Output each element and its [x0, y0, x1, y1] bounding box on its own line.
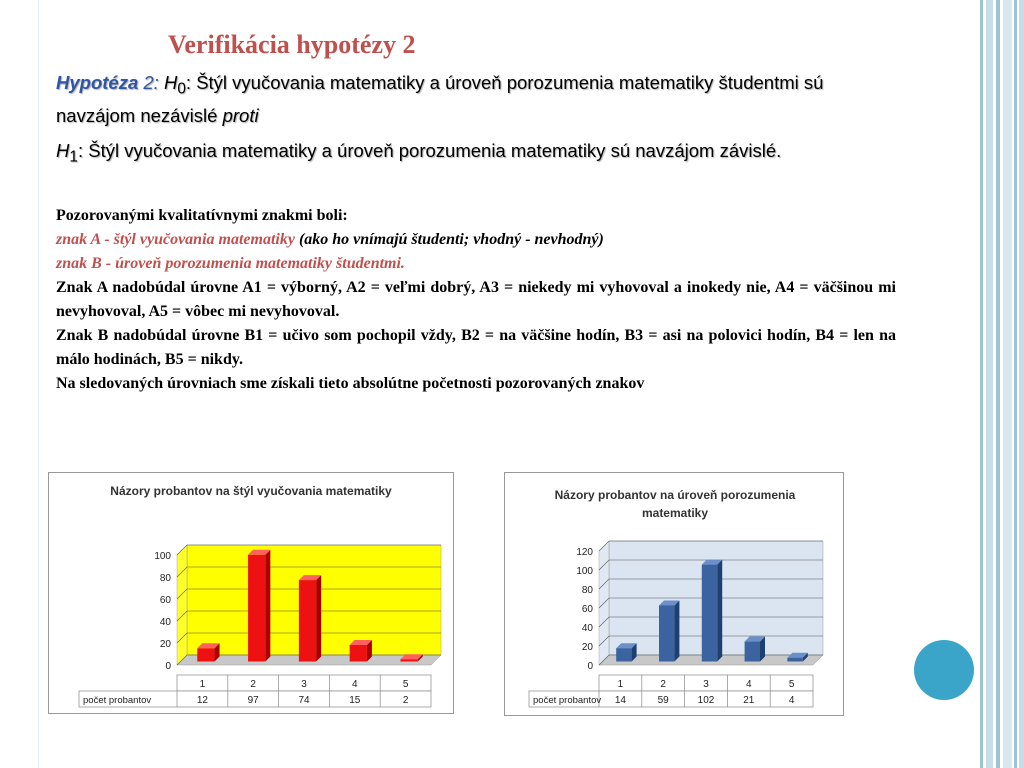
levels-b: Znak B nadobúdal úrovne B1 = učivo som pochopil vždy, B2 = na väčšine hodín, B3 = asi na polovici hodín, B4 = len na málo hodinách, B5 = nikdy. — [56, 327, 896, 368]
bar-side — [316, 575, 321, 661]
category-label: 2 — [250, 679, 256, 690]
hypothesis-label: Hypotéza — [56, 72, 139, 93]
y-tick-label: 0 — [165, 661, 171, 672]
y-tick-label: 100 — [154, 551, 171, 562]
znak-a-line: znak A - štýl vyučovania matematiky (ako ho vnímajú študenti; vhodný - nevhodný) — [56, 231, 604, 248]
chart-title-line: Názory probantov na štýl vyučovania matematiky — [110, 484, 392, 498]
value-label: 74 — [298, 695, 310, 706]
value-label: 97 — [247, 695, 259, 706]
bar — [299, 580, 316, 661]
chart-understanding-level-svg — [505, 473, 843, 715]
bar — [787, 658, 802, 662]
table-row-label: počet probantov — [533, 695, 602, 706]
hypothesis-h1: $H_1$: Štýl vyučovania matematiky a úroveň porozumenia matematiky sú navzájom závislé. — [56, 140, 782, 166]
h1-text: : Štýl vyučovania matematiky a úroveň porozumenia matematiky sú navzájom závislé. — [77, 140, 782, 161]
value-label: 2 — [402, 695, 409, 706]
category-label: 2 — [660, 679, 666, 690]
category-label: 1 — [617, 679, 624, 690]
category-label: 3 — [703, 679, 709, 690]
y-tick-label: 80 — [159, 573, 171, 584]
y-tick-label: 40 — [581, 623, 593, 634]
bar — [350, 645, 367, 662]
y-tick-label: 60 — [581, 604, 593, 615]
y-tick-label: 20 — [581, 642, 593, 653]
bar — [400, 659, 417, 661]
bar-side — [674, 600, 679, 661]
decorative-stripes — [974, 0, 1024, 768]
category-label: 5 — [788, 679, 795, 690]
chart-understanding-level — [504, 472, 844, 716]
closing-line: Na sledovaných úrovniach sme získali tieto absolútne početnosti pozorovaných znakov — [56, 375, 645, 392]
intro-line: Pozorovanými kvalitatívnymi znakmi boli: — [56, 207, 348, 224]
proti-word: proti — [222, 104, 259, 126]
bar — [745, 642, 760, 662]
bar-side — [717, 560, 722, 662]
chart-teaching-style — [48, 472, 454, 714]
chart-teaching-style-svg — [49, 473, 453, 713]
bar — [659, 605, 674, 661]
category-label: 5 — [402, 679, 409, 690]
levels-a: Znak A nadobúdal úrovne A1 = výborný, A2 = veľmi dobrý, A3 = niekedy mi vyhovoval a inokedy nie, A4 = väčšinou mi nevyhovoval, A5 = vôbec mi nevyhovoval. — [56, 279, 896, 320]
body-text — [56, 204, 896, 396]
bar — [616, 648, 631, 661]
value-label: 4 — [788, 695, 795, 706]
y-tick-label: 40 — [159, 617, 171, 628]
bar — [702, 565, 717, 662]
category-label: 3 — [301, 679, 307, 690]
value-label: 59 — [657, 695, 669, 706]
bar — [197, 648, 214, 661]
table-row-label: počet probantov — [83, 695, 152, 706]
bar-side — [265, 550, 270, 662]
h0-text: Štýl vyučovania matematiky a úroveň porozumenia matematiky študentmi sú navzájom nezávislé — [56, 72, 824, 126]
category-label: 4 — [352, 679, 358, 690]
znak-b-line: znak B - úroveň porozumenia matematiky študentmi. — [56, 255, 405, 272]
decorative-circle — [914, 640, 974, 700]
y-tick-label: 120 — [576, 547, 593, 558]
category-label: 4 — [746, 679, 752, 690]
chart-side-wall — [177, 545, 187, 665]
y-tick-label: 20 — [159, 639, 171, 650]
category-label: 1 — [199, 679, 206, 690]
hypothesis-h0: Hypotéza 2: $H_0$: Štýl vyučovania matematiky a úroveň porozumenia matematiky študentmi sú navzájom nezávislé proti — [56, 72, 824, 126]
y-tick-label: 60 — [159, 595, 171, 606]
slide-title: Verifikácia hypotézy 2 — [168, 30, 416, 59]
chart-title-line: matematiky — [641, 506, 709, 520]
bar — [248, 555, 265, 662]
y-tick-label: 100 — [576, 566, 593, 577]
value-label: 15 — [349, 695, 361, 706]
value-label: 21 — [743, 695, 755, 706]
y-tick-label: 0 — [587, 661, 593, 672]
value-label: 14 — [614, 695, 626, 706]
value-label: 12 — [196, 695, 208, 706]
chart-title-line: Názory probantov na úroveň porozumenia — [554, 488, 796, 502]
value-label: 102 — [697, 695, 715, 706]
y-tick-label: 80 — [581, 585, 593, 596]
page-border — [38, 0, 39, 768]
